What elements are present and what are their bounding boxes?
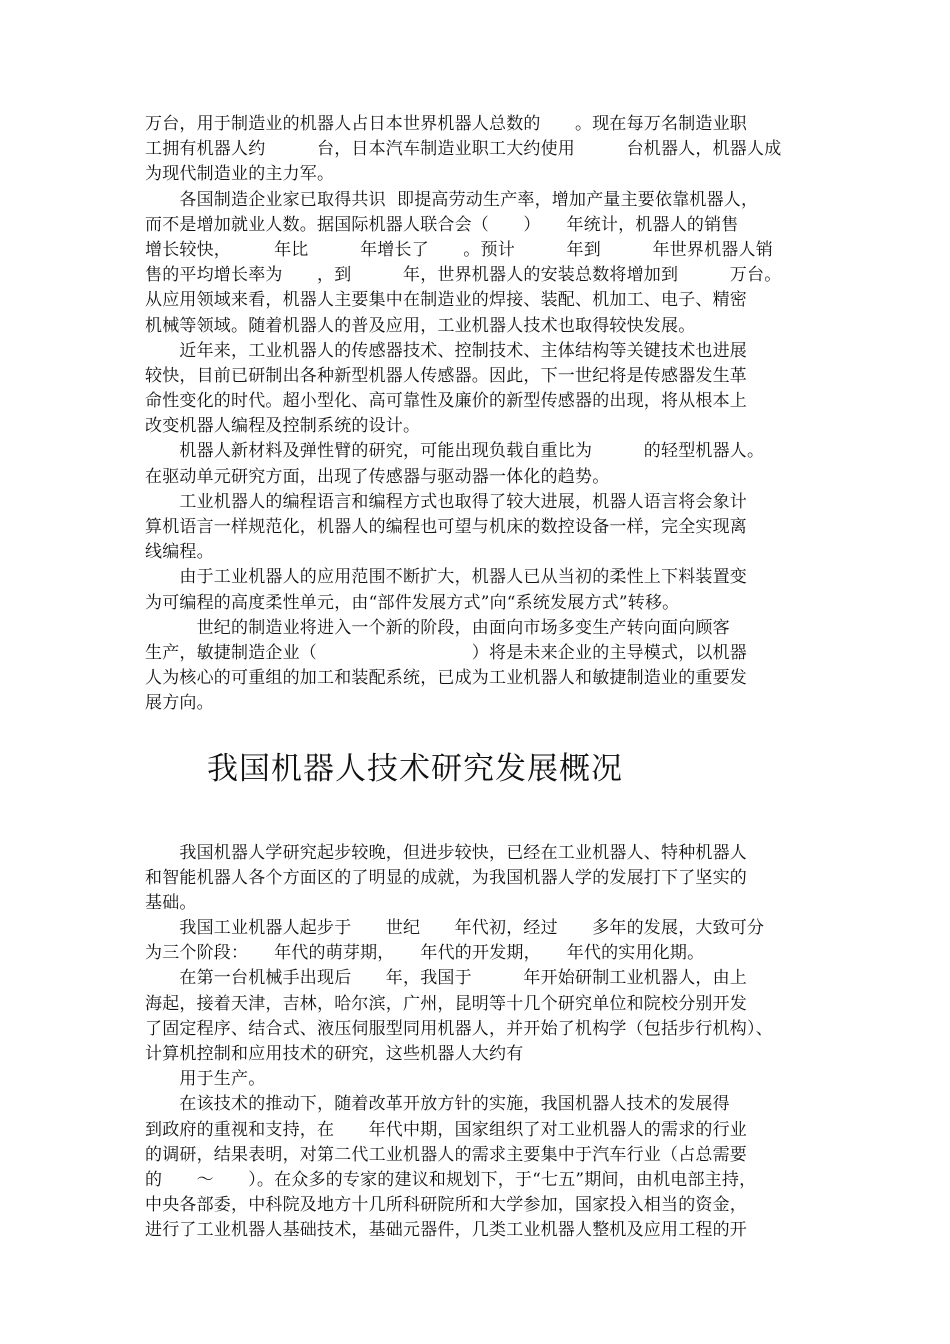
- text-line: 机械等领域。随着机器人的普及应用，工业机器人技术也取得较快发展。: [145, 315, 696, 336]
- text-line: 我国工业机器人起步于 世纪 年代初，经过 多年的发展，大致可分: [145, 918, 765, 939]
- text-line: 命性变化的时代。超小型化、高可靠性及廉价的新型传感器的出现，将从根本上: [145, 391, 747, 412]
- text-line: 和智能机器人各个方面区的了明显的成就，为我国机器人学的发展打下了坚实的: [145, 867, 747, 888]
- section-heading: 我国机器人技术研究发展概况: [207, 750, 623, 787]
- text-line: 为可编程的高度柔性单元，由“部件发展方式”向“系统发展方式”转移。: [145, 592, 680, 613]
- text-line: 中央各部委，中科院及地方十几所科研院所和大学参加，国家投入相当的资金，: [145, 1195, 747, 1216]
- text-line: 各国制造企业家已取得共识 即提高劳动生产率，增加产量主要依靠机器人，: [145, 189, 759, 210]
- text-line: 为现代制造业的主力军。: [145, 164, 335, 185]
- text-line: 增长较快， 年比 年增长了 。预计 年到 年世界机器人销: [145, 239, 773, 260]
- text-line: 计算机控制和应用技术的研究，这些机器人大约有: [145, 1044, 524, 1064]
- text-line: 生产，敏捷制造企业（ ）将是未来企业的主导模式，以机器: [145, 642, 747, 663]
- text-line: 世纪的制造业将进入一个新的阶段，由面向市场多变生产转向面向顾客: [145, 617, 730, 638]
- text-line: 为三个阶段： 年代的萌芽期， 年代的开发期， 年代的实用化期。: [145, 943, 705, 964]
- text-line: 近年来，工业机器人的传感器技术、控制技术、主体结构等关键技术也进展: [145, 340, 747, 361]
- text-line: 工业机器人的编程语言和编程方式也取得了较大进展，机器人语言将会象计: [145, 491, 747, 512]
- text-line: 展方向。: [145, 693, 214, 714]
- section-china-robot-development: [145, 841, 810, 1244]
- text-line: 改变机器人编程及控制系统的设计。: [145, 416, 421, 437]
- text-line: 线编程。: [145, 542, 214, 563]
- text-line: 在驱动单元研究方面，出现了传感器与驱动器一体化的趋势。: [145, 466, 610, 487]
- text-line: 用于生产。: [145, 1069, 266, 1090]
- text-line: 算机语言一样规范化，机器人的编程也可望与机床的数控设备一样，完全实现离: [145, 517, 747, 537]
- text-line: 由于工业机器人的应用范围不断扩大，机器人已从当初的柔性上下料装置变: [145, 567, 747, 588]
- document-body: [145, 112, 810, 1244]
- text-line: 万台，用于制造业的机器人占日本世界机器人总数的 。现在每万名制造业职: [145, 114, 747, 134]
- text-line: 我国机器人学研究起步较晚，但进步较快，已经在工业机器人、特种机器人: [145, 842, 747, 863]
- text-line: 机器人新材料及弹性臂的研究，可能出现负载自重比为 的轻型机器人。: [145, 441, 765, 462]
- text-line: 较快，目前已研制出各种新型机器人传感器。因此，下一世纪将是传感器发生革: [145, 365, 747, 386]
- text-line: 的调研，结果表明，对第二代工业机器人的需求主要集中于汽车行业（占总需要: [145, 1144, 747, 1165]
- text-line: 海起，接着天津，吉林，哈尔滨，广州，昆明等十几个研究单位和院校分别开发: [145, 993, 747, 1014]
- text-line: 而不是增加就业人数。据国际机器人联合会（ ） 年统计，机器人的销售: [145, 214, 739, 235]
- text-line: 工拥有机器人约 台，日本汽车制造业职工大约使用 台机器人，机器人成: [145, 139, 782, 160]
- text-line: 在该技术的推动下，随着改革开放方针的实施，我国机器人技术的发展得: [145, 1094, 730, 1115]
- text-line: 了固定程序、结合式、液压伺服型同用机器人，并开始了机构学（包括步行机构）、: [145, 1018, 773, 1039]
- text-line: 售的平均增长率为 ，到 年，世界机器人的安装总数将增加到 万台。: [145, 265, 782, 286]
- text-line: 人为核心的可重组的加工和装配系统，已成为工业机器人和敏捷制造业的重要发: [145, 668, 747, 689]
- text-line: 的 ～ ）。在众多的专家的建议和规划下，于“七五”期间，由机电部主持，: [145, 1169, 757, 1190]
- text-line: 进行了工业机器人基础技术，基础元器件，几类工业机器人整机及应用工程的开: [145, 1220, 747, 1241]
- text-line: 从应用领域来看，机器人主要集中在制造业的焊接、装配、机加工、电子、精密: [145, 290, 747, 311]
- text-line: 到政府的重视和支持，在 年代中期，国家组织了对工业机器人的需求的行业: [145, 1119, 747, 1140]
- section-world-robot-trends: [145, 112, 810, 717]
- text-line: 基础。: [145, 892, 197, 913]
- text-line: 在第一台机械手出现后 年，我国于 年开始研制工业机器人，由上: [145, 968, 747, 989]
